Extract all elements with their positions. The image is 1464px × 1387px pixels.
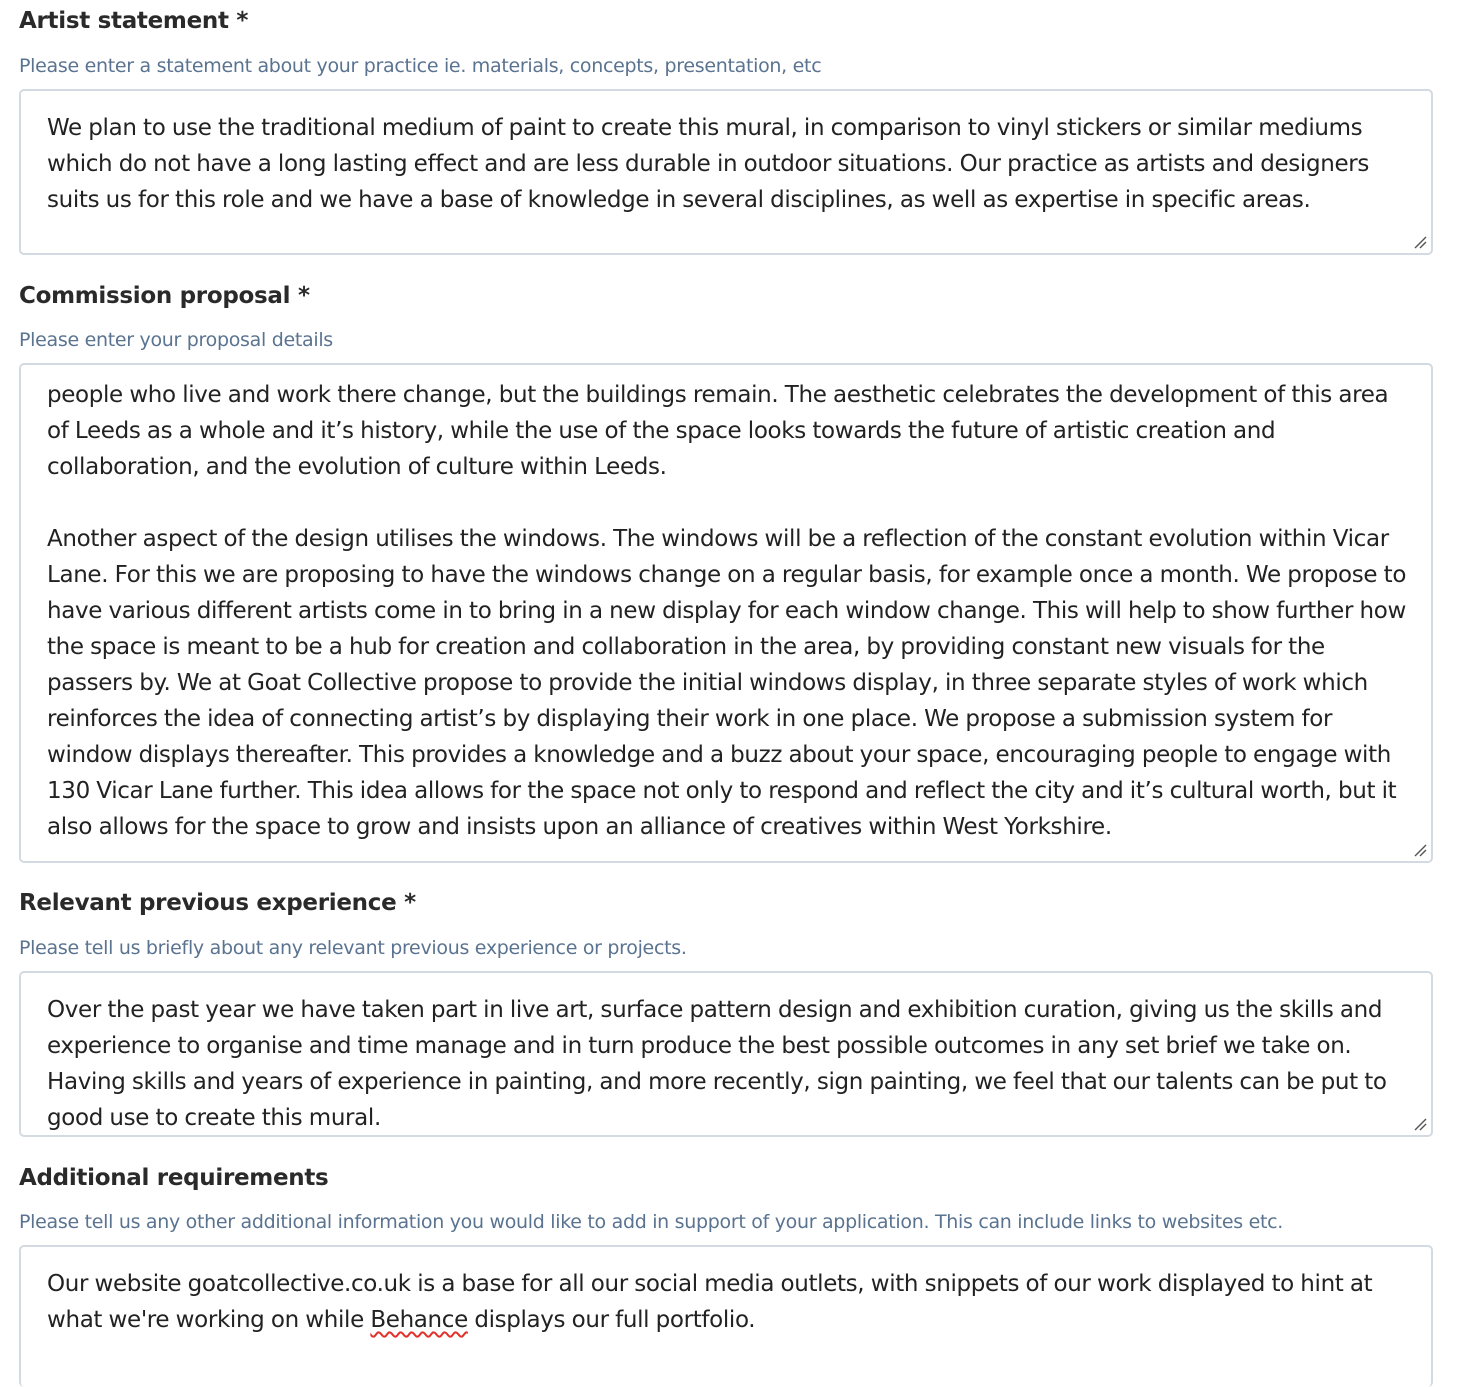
relevant-experience-textarea[interactable] <box>19 971 1433 1137</box>
value-text: Our website goatcollective.co.uk is a base for all our social media outlets, with snippets of our work displayed to hint at what we're working on while <box>47 1271 1379 1333</box>
commission-proposal-textarea[interactable] <box>19 363 1433 863</box>
label-text: Artist statement <box>19 8 229 34</box>
label-text: Commission proposal <box>19 283 291 309</box>
additional-requirements-value[interactable] <box>47 1266 1411 1338</box>
commission-proposal-label <box>19 283 310 309</box>
additional-requirements-textarea[interactable] <box>19 1245 1433 1387</box>
required-mark: * <box>236 8 249 34</box>
label-text: Additional requirements <box>19 1165 329 1191</box>
label-text: Relevant previous experience <box>19 890 397 916</box>
proposal-paragraph-1: people who live and work there change, but the buildings remain. The aesthetic celebrates the development of this area of Leeds as a whole and it’s history, while the use of the space looks towards the future of artistic creation and collaboration, and the evolution of culture within Leeds. <box>47 382 1395 480</box>
artist-statement-label <box>19 8 248 34</box>
required-mark: * <box>404 890 416 916</box>
resize-handle-icon[interactable] <box>1413 843 1427 857</box>
relevant-experience-label <box>19 890 416 916</box>
artist-statement-hint: Please enter a statement about your practice ie. materials, concepts, presentation, etc <box>19 55 822 77</box>
proposal-paragraph-2: Another aspect of the design utilises the windows. The windows will be a reflection of the constant evolution within Vicar Lane. For this we are proposing to have the windows change on a regular basis, for example once a month. We propose to have various different artists come in to bring in a new display for each window change. This will help to show further how the space is meant to be a hub for creation and collaboration in the area, by providing constant new visuals for the passers by. We at Goat Collective propose to provide the initial windows display, in three separate styles of work which reinforces the idea of connecting artist’s by displaying their work in one place. We propose a submission system for window displays thereafter. This provides a knowledge and a buzz about your space, encouraging people to engage with 130 Vicar Lane further. This idea allows for the space not only to respond and reflect the city and it’s cultural worth, but it also allows for the space to grow and insists upon an alliance of creatives within West Yorkshire. <box>47 526 1413 840</box>
paragraph-spacer <box>47 485 1411 521</box>
commission-proposal-hint: Please enter your proposal details <box>19 329 333 351</box>
additional-requirements-label <box>19 1165 328 1191</box>
resize-handle-icon[interactable] <box>1413 235 1427 249</box>
additional-requirements-hint: Please tell us any other additional information you would like to add in support of your application. This can include links to websites etc. <box>19 1211 1283 1233</box>
required-mark: * <box>297 283 310 309</box>
value-text: displays our full portfolio. <box>467 1307 756 1333</box>
scrolled-line-fragment <box>47 363 1411 377</box>
misspelled-word: Behance <box>370 1307 468 1333</box>
artist-statement-value[interactable]: We plan to use the traditional medium of paint to create this mural, in comparison to vinyl stickers or similar mediums which do not have a long lasting effect and are less durable in outdoor situations. Our practice as artists and designers suits us for this role and we have a base of knowledge in several disciplines, as well as expertise in specific areas. <box>47 115 1376 213</box>
resize-handle-icon[interactable] <box>1413 1117 1427 1131</box>
artist-statement-textarea[interactable] <box>19 89 1433 255</box>
relevant-experience-value[interactable]: Over the past year we have taken part in live art, surface pattern design and exhibition curation, giving us the skills and experience to organise and time manage and in turn produce the best possible outcomes in any set brief we take on. Having skills and years of experience in painting, and more recently, sign painting, we feel that our talents can be put to good use to create this mural. <box>47 997 1394 1131</box>
commission-proposal-value[interactable] <box>47 363 1411 845</box>
relevant-experience-hint: Please tell us briefly about any relevant previous experience or projects. <box>19 937 687 959</box>
